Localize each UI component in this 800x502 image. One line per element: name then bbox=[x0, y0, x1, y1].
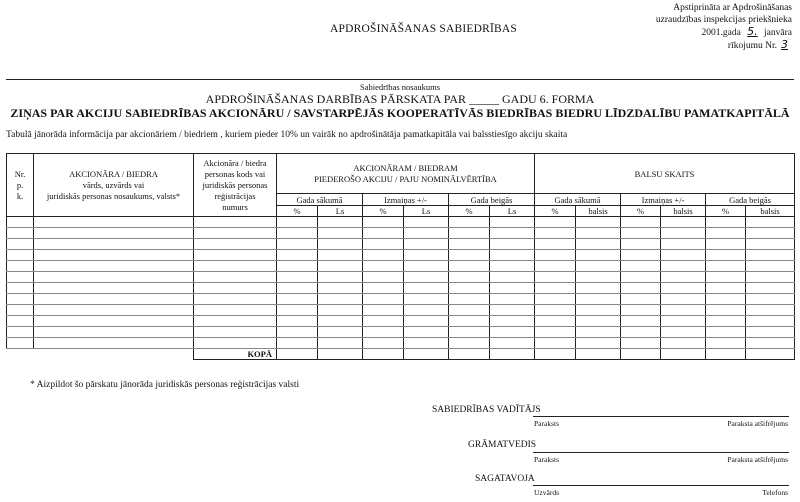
table-cell[interactable] bbox=[449, 316, 490, 327]
table-cell[interactable] bbox=[34, 327, 194, 338]
approval-date-prefix: 2001.gada bbox=[701, 28, 741, 38]
form-subtitle: ZIŅAS PAR AKCIJU SABIEDRĪBAS AKCIONĀRU / SAVSTARPĒJĀS KOOPERATĪVĀS BIEDRĪBAS BIEDRU LĪDZDALĪBU PAMATKAPITĀLĀ bbox=[10, 106, 790, 120]
table-cell[interactable] bbox=[449, 283, 490, 294]
table-cell[interactable] bbox=[746, 316, 795, 327]
head-transcript-caption: Paraksta atšifrējums bbox=[727, 419, 788, 428]
table-cell[interactable] bbox=[404, 294, 449, 305]
table-cell[interactable] bbox=[576, 239, 621, 250]
table-cell[interactable] bbox=[194, 338, 277, 349]
approval-line-1: Apstiprināta ar Apdrošināšanas bbox=[673, 3, 792, 13]
table-cell[interactable] bbox=[449, 228, 490, 239]
nominal-change-header: Izmaiņas +/- bbox=[363, 194, 449, 206]
table-cell[interactable] bbox=[318, 316, 363, 327]
table-cell[interactable] bbox=[661, 338, 706, 349]
table-cell[interactable] bbox=[404, 272, 449, 283]
table-cell[interactable] bbox=[576, 250, 621, 261]
total-label: KOPĀ bbox=[194, 349, 277, 360]
table-row bbox=[7, 283, 795, 294]
col-name-line-1: AKCIONĀRA / BIEDRA bbox=[69, 168, 158, 179]
votes-start-count: balsis bbox=[576, 206, 621, 217]
table-cell[interactable] bbox=[449, 272, 490, 283]
col-code-line-2: personas kods vai bbox=[204, 168, 266, 179]
table-cell[interactable] bbox=[706, 217, 746, 228]
votes-end-count: balsis bbox=[746, 206, 795, 217]
table-cell[interactable] bbox=[318, 250, 363, 261]
group-nominal-line-1: AKCIONĀRAM / BIEDRAM bbox=[353, 162, 458, 173]
table-cell[interactable] bbox=[661, 327, 706, 338]
nominal-end-ls: Ls bbox=[490, 206, 535, 217]
table-cell[interactable] bbox=[194, 261, 277, 272]
company-name-line bbox=[6, 79, 794, 80]
approval-day-handwritten: 5. bbox=[747, 25, 758, 38]
total-cell[interactable] bbox=[490, 349, 535, 360]
table-cell[interactable] bbox=[7, 250, 34, 261]
table-cell[interactable] bbox=[277, 217, 318, 228]
head-label: SABIEDRĪBAS VADĪTĀJS bbox=[432, 405, 541, 415]
total-cell[interactable] bbox=[706, 349, 746, 360]
table-cell[interactable] bbox=[490, 327, 535, 338]
table-cell[interactable] bbox=[490, 283, 535, 294]
table-cell[interactable] bbox=[535, 338, 576, 349]
table-cell[interactable] bbox=[7, 316, 34, 327]
table-cell[interactable] bbox=[706, 338, 746, 349]
table-cell[interactable] bbox=[34, 261, 194, 272]
total-cell[interactable] bbox=[746, 349, 795, 360]
table-cell[interactable] bbox=[34, 305, 194, 316]
table-cell[interactable] bbox=[576, 283, 621, 294]
table-cell[interactable] bbox=[7, 228, 34, 239]
approval-month: janvāra bbox=[764, 28, 792, 38]
table-cell[interactable] bbox=[535, 217, 576, 228]
group-header-votes: BALSU SKAITS bbox=[535, 154, 795, 194]
table-cell[interactable] bbox=[449, 261, 490, 272]
table-row bbox=[7, 217, 795, 228]
table-cell[interactable] bbox=[535, 283, 576, 294]
table-cell[interactable] bbox=[621, 338, 661, 349]
group-nominal-line-2: PIEDEROŠO AKCIJU / PAJU NOMINĀLVĒRTĪBA bbox=[314, 173, 497, 184]
table-cell[interactable] bbox=[194, 327, 277, 338]
table-cell[interactable] bbox=[34, 283, 194, 294]
table-cell[interactable] bbox=[318, 239, 363, 250]
total-blank bbox=[7, 349, 194, 360]
company-name-label: Sabiedrības nosaukums bbox=[359, 82, 441, 92]
table-row bbox=[7, 261, 795, 272]
table-cell[interactable] bbox=[746, 305, 795, 316]
footnote: * Aizpildot šo pārskatu jānorāda juridiskās personas reģistrācijas valsti bbox=[30, 380, 300, 390]
total-cell[interactable] bbox=[621, 349, 661, 360]
table-cell[interactable] bbox=[490, 272, 535, 283]
accountant-signature-line[interactable] bbox=[533, 452, 789, 453]
table-cell[interactable] bbox=[7, 272, 34, 283]
table-row bbox=[7, 305, 795, 316]
table-row bbox=[7, 272, 795, 283]
votes-change-count: balsis bbox=[661, 206, 706, 217]
table-cell[interactable] bbox=[746, 239, 795, 250]
table-cell[interactable] bbox=[194, 294, 277, 305]
nominal-change-ls: Ls bbox=[404, 206, 449, 217]
table-cell[interactable] bbox=[34, 217, 194, 228]
table-row bbox=[7, 239, 795, 250]
preparer-name-caption: Uzvārds bbox=[534, 488, 559, 497]
col-nr-line-1: Nr. bbox=[14, 168, 26, 179]
table-cell[interactable] bbox=[621, 228, 661, 239]
col-nr-line-3: k. bbox=[16, 190, 24, 201]
table-cell[interactable] bbox=[363, 327, 404, 338]
total-cell[interactable] bbox=[318, 349, 363, 360]
table-cell[interactable] bbox=[490, 239, 535, 250]
table-cell[interactable] bbox=[706, 283, 746, 294]
table-cell[interactable] bbox=[363, 261, 404, 272]
accountant-transcript-caption: Paraksta atšifrējums bbox=[727, 455, 788, 464]
table-cell[interactable] bbox=[706, 305, 746, 316]
table-cell[interactable] bbox=[277, 283, 318, 294]
table-cell[interactable] bbox=[277, 338, 318, 349]
table-cell[interactable] bbox=[277, 327, 318, 338]
col-nr-line-2: p. bbox=[16, 179, 24, 190]
table-cell[interactable] bbox=[576, 327, 621, 338]
table-cell[interactable] bbox=[363, 283, 404, 294]
shareholders-table bbox=[6, 153, 795, 360]
table-cell[interactable] bbox=[706, 250, 746, 261]
table-cell[interactable] bbox=[576, 338, 621, 349]
table-cell[interactable] bbox=[404, 239, 449, 250]
accountant-signature-caption: Paraksts bbox=[534, 455, 559, 464]
table-cell[interactable] bbox=[746, 250, 795, 261]
table-cell[interactable] bbox=[661, 261, 706, 272]
votes-end-header: Gada beigās bbox=[706, 194, 795, 206]
table-cell[interactable] bbox=[706, 272, 746, 283]
table-cell[interactable] bbox=[34, 316, 194, 327]
table-cell[interactable] bbox=[746, 294, 795, 305]
table-cell[interactable] bbox=[34, 250, 194, 261]
company-heading: APDROŠINĀŠANAS SABIEDRĪBAS bbox=[330, 23, 517, 35]
table-cell[interactable] bbox=[621, 294, 661, 305]
table-cell[interactable] bbox=[706, 294, 746, 305]
table-cell[interactable] bbox=[576, 305, 621, 316]
preparer-phone-caption: Telefons bbox=[762, 488, 788, 497]
approval-note bbox=[656, 2, 792, 52]
col-code-line-5: numurs bbox=[222, 201, 248, 212]
table-cell[interactable] bbox=[404, 283, 449, 294]
table-cell[interactable] bbox=[318, 283, 363, 294]
nominal-end-header: Gada beigās bbox=[449, 194, 535, 206]
total-cell[interactable] bbox=[277, 349, 318, 360]
table-cell[interactable] bbox=[404, 316, 449, 327]
table-cell[interactable] bbox=[34, 338, 194, 349]
table-cell[interactable] bbox=[706, 261, 746, 272]
table-cell[interactable] bbox=[661, 250, 706, 261]
group-header-nominal bbox=[277, 154, 535, 194]
table-cell[interactable] bbox=[194, 272, 277, 283]
table-cell[interactable] bbox=[363, 305, 404, 316]
table-cell[interactable] bbox=[621, 239, 661, 250]
preparer-label: SAGATAVOJA bbox=[475, 474, 535, 484]
table-cell[interactable] bbox=[661, 228, 706, 239]
nominal-end-pct: % bbox=[449, 206, 490, 217]
table-cell[interactable] bbox=[194, 283, 277, 294]
table-cell[interactable] bbox=[7, 283, 34, 294]
table-cell[interactable] bbox=[576, 294, 621, 305]
table-cell[interactable] bbox=[318, 294, 363, 305]
col-code-line-1: Akcionāra / biedra bbox=[203, 157, 267, 168]
approval-line-4 bbox=[656, 39, 792, 52]
table-cell[interactable] bbox=[449, 250, 490, 261]
table-cell[interactable] bbox=[277, 261, 318, 272]
table-cell[interactable] bbox=[318, 327, 363, 338]
table-cell[interactable] bbox=[621, 283, 661, 294]
nominal-start-header: Gada sākumā bbox=[277, 194, 363, 206]
table-cell[interactable] bbox=[318, 217, 363, 228]
table-cell[interactable] bbox=[661, 217, 706, 228]
table-cell[interactable] bbox=[404, 261, 449, 272]
approval-line-2: uzraudzības inspekcijas priekšnieka bbox=[655, 15, 792, 25]
table-cell[interactable] bbox=[404, 338, 449, 349]
table-row bbox=[7, 316, 795, 327]
table-cell[interactable] bbox=[490, 316, 535, 327]
head-signature-caption: Paraksts bbox=[534, 419, 559, 428]
table-cell[interactable] bbox=[621, 217, 661, 228]
table-cell[interactable] bbox=[404, 228, 449, 239]
approval-line-3 bbox=[656, 26, 792, 39]
table-cell[interactable] bbox=[535, 250, 576, 261]
table-cell[interactable] bbox=[363, 228, 404, 239]
table-cell[interactable] bbox=[449, 305, 490, 316]
table-cell[interactable] bbox=[318, 261, 363, 272]
table-cell[interactable] bbox=[661, 316, 706, 327]
table-cell[interactable] bbox=[661, 283, 706, 294]
table-cell[interactable] bbox=[194, 250, 277, 261]
table-cell[interactable] bbox=[7, 261, 34, 272]
table-cell[interactable] bbox=[194, 217, 277, 228]
table-cell[interactable] bbox=[194, 305, 277, 316]
table-cell[interactable] bbox=[746, 338, 795, 349]
table-cell[interactable] bbox=[7, 305, 34, 316]
table-cell[interactable] bbox=[277, 294, 318, 305]
total-cell[interactable] bbox=[404, 349, 449, 360]
table-cell[interactable] bbox=[34, 294, 194, 305]
table-cell[interactable] bbox=[490, 228, 535, 239]
table-cell[interactable] bbox=[34, 272, 194, 283]
votes-change-header: Izmaiņas +/- bbox=[621, 194, 706, 206]
table-cell[interactable] bbox=[661, 239, 706, 250]
table-cell[interactable] bbox=[535, 327, 576, 338]
total-cell[interactable] bbox=[535, 349, 576, 360]
table-cell[interactable] bbox=[363, 272, 404, 283]
table-row bbox=[7, 228, 795, 239]
table-cell[interactable] bbox=[404, 327, 449, 338]
table-cell[interactable] bbox=[490, 338, 535, 349]
table-cell[interactable] bbox=[318, 272, 363, 283]
table-cell[interactable] bbox=[7, 338, 34, 349]
table-cell[interactable] bbox=[661, 305, 706, 316]
table-cell[interactable] bbox=[7, 327, 34, 338]
table-cell[interactable] bbox=[404, 250, 449, 261]
table-cell[interactable] bbox=[194, 228, 277, 239]
table-cell[interactable] bbox=[449, 327, 490, 338]
table-cell[interactable] bbox=[535, 272, 576, 283]
table-cell[interactable] bbox=[706, 228, 746, 239]
table-cell[interactable] bbox=[490, 217, 535, 228]
table-row bbox=[7, 338, 795, 349]
approval-order-number: 3 bbox=[781, 38, 788, 51]
table-cell[interactable] bbox=[621, 272, 661, 283]
col-code-line-4: reģistrācijas bbox=[214, 190, 256, 201]
table-cell[interactable] bbox=[277, 239, 318, 250]
col-name-line-3: juridiskās personas nosaukums, valsts* bbox=[46, 190, 181, 201]
table-cell[interactable] bbox=[576, 228, 621, 239]
table-cell[interactable] bbox=[7, 217, 34, 228]
table-cell[interactable] bbox=[194, 316, 277, 327]
table-cell[interactable] bbox=[277, 272, 318, 283]
table-cell[interactable] bbox=[661, 294, 706, 305]
table-cell[interactable] bbox=[490, 294, 535, 305]
table-cell[interactable] bbox=[535, 228, 576, 239]
total-cell[interactable] bbox=[449, 349, 490, 360]
votes-end-pct: % bbox=[706, 206, 746, 217]
table-cell[interactable] bbox=[363, 217, 404, 228]
table-cell[interactable] bbox=[661, 272, 706, 283]
total-cell[interactable] bbox=[363, 349, 404, 360]
table-cell[interactable] bbox=[706, 239, 746, 250]
table-cell[interactable] bbox=[34, 228, 194, 239]
table-cell[interactable] bbox=[746, 283, 795, 294]
table-cell[interactable] bbox=[277, 316, 318, 327]
table-cell[interactable] bbox=[449, 217, 490, 228]
col-header-code bbox=[194, 154, 277, 217]
table-cell[interactable] bbox=[363, 338, 404, 349]
table-cell[interactable] bbox=[706, 316, 746, 327]
table-cell[interactable] bbox=[363, 316, 404, 327]
form-title: APDROŠINĀŠANAS DARBĪBAS PĀRSKATA PAR _____ GADU 6. FORMA bbox=[205, 92, 595, 106]
table-cell[interactable] bbox=[449, 239, 490, 250]
table-cell[interactable] bbox=[621, 327, 661, 338]
total-row bbox=[7, 349, 795, 360]
nominal-start-ls: Ls bbox=[318, 206, 363, 217]
table-row bbox=[7, 294, 795, 305]
table-cell[interactable] bbox=[535, 294, 576, 305]
table-cell[interactable] bbox=[277, 228, 318, 239]
table-cell[interactable] bbox=[576, 272, 621, 283]
accountant-label: GRĀMATVEDIS bbox=[468, 440, 537, 450]
head-signature-line[interactable] bbox=[533, 416, 789, 417]
table-row bbox=[7, 327, 795, 338]
table-cell[interactable] bbox=[318, 338, 363, 349]
table-cell[interactable] bbox=[490, 305, 535, 316]
table-body bbox=[7, 217, 795, 349]
table-cell[interactable] bbox=[449, 294, 490, 305]
nominal-change-pct: % bbox=[363, 206, 404, 217]
total-cell[interactable] bbox=[576, 349, 621, 360]
table-cell[interactable] bbox=[277, 305, 318, 316]
table-cell[interactable] bbox=[576, 217, 621, 228]
table-cell[interactable] bbox=[535, 305, 576, 316]
votes-start-pct: % bbox=[535, 206, 576, 217]
table-cell[interactable] bbox=[576, 261, 621, 272]
table-cell[interactable] bbox=[7, 239, 34, 250]
table-cell[interactable] bbox=[746, 228, 795, 239]
table-cell[interactable] bbox=[404, 305, 449, 316]
table-cell[interactable] bbox=[194, 239, 277, 250]
col-name-line-2: vārds, uzvārds vai bbox=[82, 179, 145, 190]
table-cell[interactable] bbox=[621, 305, 661, 316]
table-cell[interactable] bbox=[535, 316, 576, 327]
table-cell[interactable] bbox=[746, 272, 795, 283]
table-cell[interactable] bbox=[34, 239, 194, 250]
intro-text: Tabulā jānorāda informācija par akcionāriem / biedriem , kuriem pieder 10% un vairāk no apdrošinātāja pamatkapitāla vai balsstiesīgo akciju skaita bbox=[6, 130, 568, 140]
table-cell[interactable] bbox=[621, 250, 661, 261]
table-cell[interactable] bbox=[621, 316, 661, 327]
table-cell[interactable] bbox=[277, 250, 318, 261]
table-cell[interactable] bbox=[363, 294, 404, 305]
preparer-signature-line[interactable] bbox=[533, 485, 789, 486]
table-cell[interactable] bbox=[490, 250, 535, 261]
table-cell[interactable] bbox=[746, 327, 795, 338]
table-cell[interactable] bbox=[490, 261, 535, 272]
votes-start-header: Gada sākumā bbox=[535, 194, 621, 206]
table-cell[interactable] bbox=[318, 228, 363, 239]
table-cell[interactable] bbox=[621, 261, 661, 272]
table-cell[interactable] bbox=[363, 250, 404, 261]
approval-order-prefix: rīkojumu Nr. bbox=[727, 41, 777, 51]
table-cell[interactable] bbox=[318, 305, 363, 316]
table-cell[interactable] bbox=[576, 316, 621, 327]
table-cell[interactable] bbox=[535, 261, 576, 272]
table-row bbox=[7, 250, 795, 261]
table-cell[interactable] bbox=[7, 294, 34, 305]
table-cell[interactable] bbox=[746, 217, 795, 228]
votes-change-pct: % bbox=[621, 206, 661, 217]
table-cell[interactable] bbox=[535, 239, 576, 250]
col-header-name bbox=[34, 154, 194, 217]
table-cell[interactable] bbox=[404, 217, 449, 228]
col-code-line-3: juridiskās personas bbox=[202, 179, 268, 190]
table-cell[interactable] bbox=[746, 261, 795, 272]
table-cell[interactable] bbox=[449, 338, 490, 349]
col-header-nr bbox=[7, 154, 34, 217]
total-cell[interactable] bbox=[661, 349, 706, 360]
table-cell[interactable] bbox=[706, 327, 746, 338]
nominal-start-pct: % bbox=[277, 206, 318, 217]
table-cell[interactable] bbox=[363, 239, 404, 250]
